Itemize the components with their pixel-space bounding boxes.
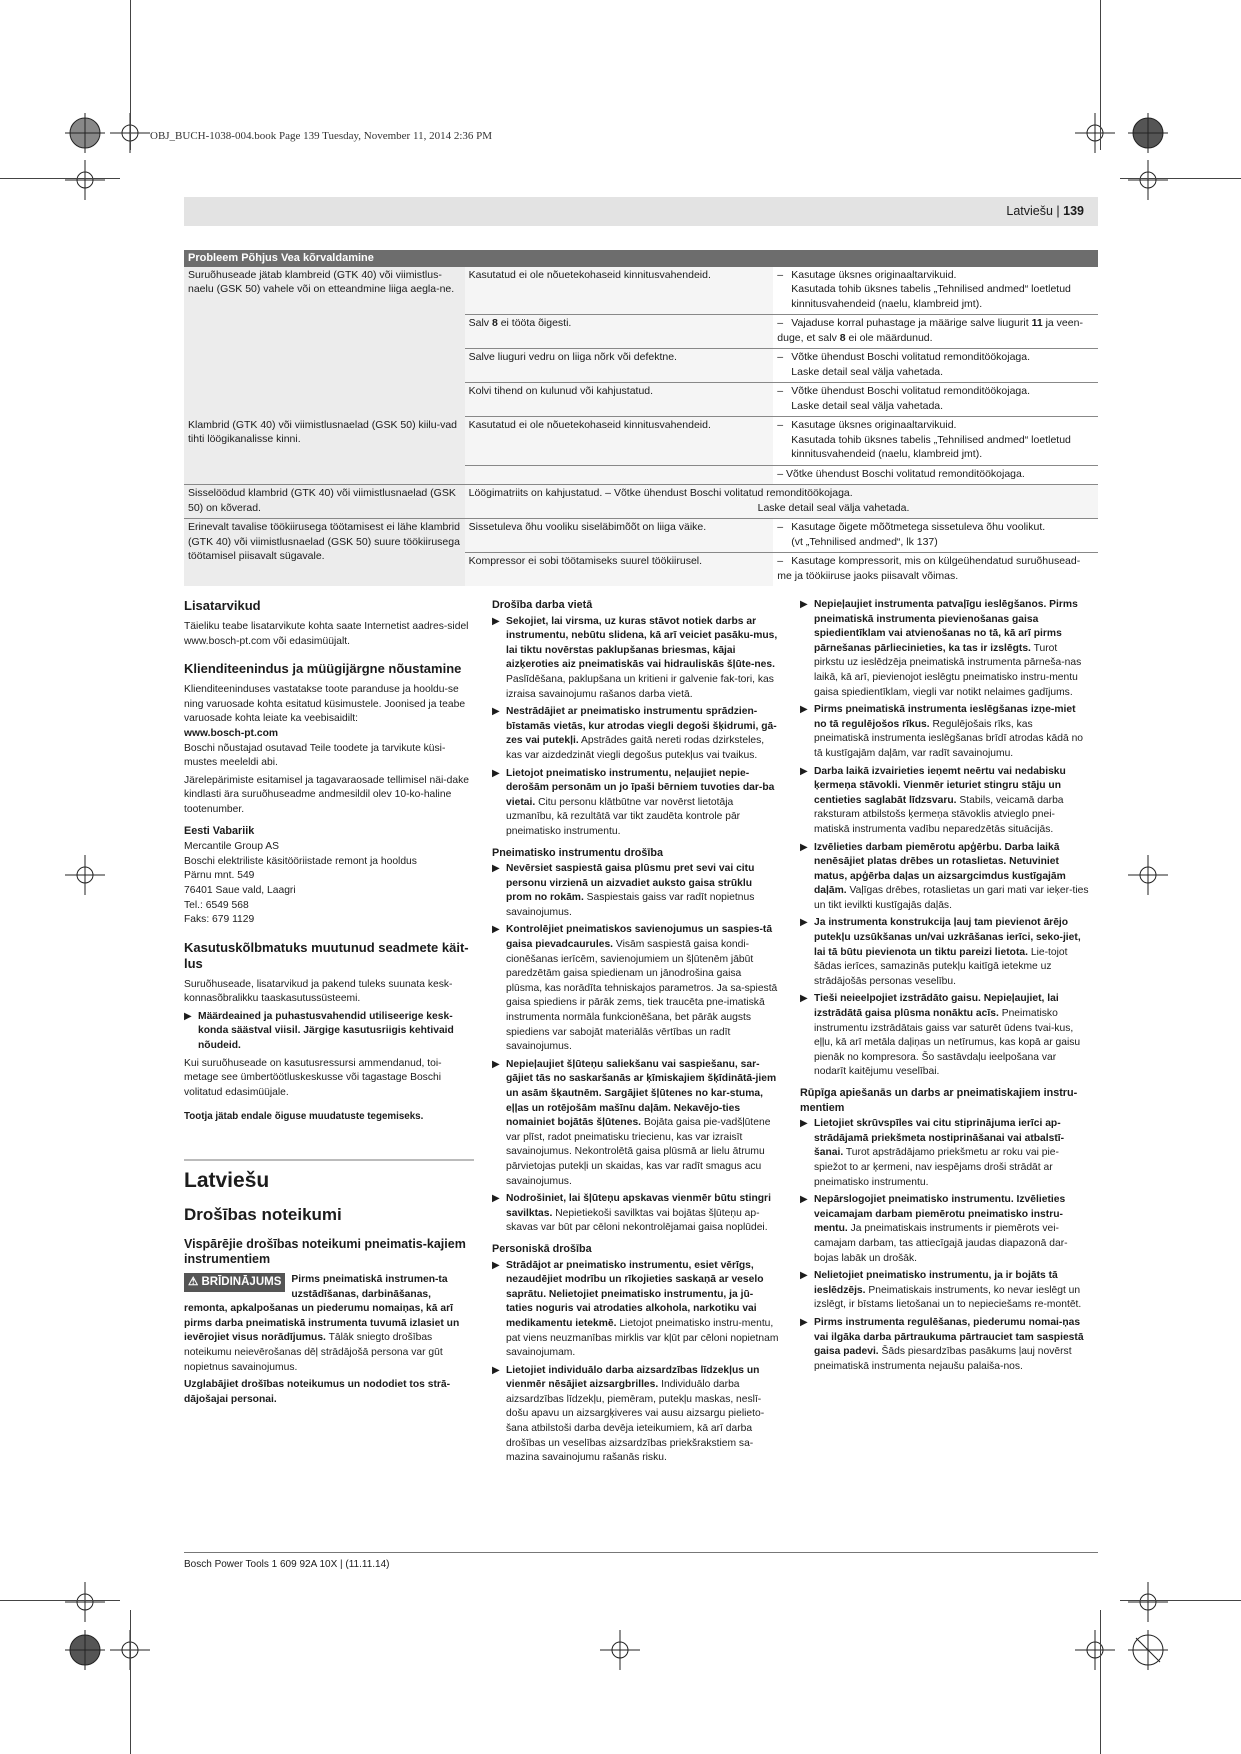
cause-cell: Salve liuguri vedru on liiga nõrk või defektne. <box>465 349 774 383</box>
bullet-item: ▶ Pirms instrumenta regulēšanas, piederumu nomai-ņas vai ilgāka darba pārtraukuma pārtrauciet tam saspiestā gaisa padevi. Šāds piesardzības pasākums ļauj novērst pneimatiskā instrumenta nejaušu palaiša-nos. <box>800 1316 1084 1372</box>
cause-cell: Löögimatriits on kahjustatud. – Võtke ühendust Boschi volitatud remonditöökojaga. Laske detail seal välja vahetada. <box>465 485 1098 519</box>
trim-line <box>1120 178 1241 179</box>
trim-line <box>130 0 131 150</box>
bullet-item: ▶ Nevērsiet saspiestā gaisa plūsmu pret sevi vai citu personu virzienā un aizvadiet auksto gaisa strūklu prom no rokām. Saspiestais gaiss var radīt nopietnus savainojumus. <box>492 863 755 918</box>
paragraph: Suruõhuseade, lisatarvikud ja pakend tuleks suunata kesk-konnasõbralikku taaskasutussüsteemi. <box>184 978 453 1005</box>
registration-mark-icon <box>65 113 105 153</box>
bullet-icon: ▶ <box>800 1118 808 1130</box>
bullet-item: ▶ Nepārslogojiet pneimatisko instrumentu. Izvēlieties veicamajam darbam piemērotu pneimatisko instru-mentu. Ja pneimatiskais instruments ir piemērots vei-camajam darbam, tas attiecīgajā jaudas diapazonā dar-bojas labāk un drošāk. <box>800 1194 1068 1264</box>
table-header: Probleem Põhjus Vea kõrvaldamine <box>184 250 1098 267</box>
bullet-item: ▶ Nodrošiniet, lai šļūteņu apskavas vienmēr būtu stingri savilktas. Nepietiekoši savilktas vai bojātas šļūteņu ap-skavas var būt par cēloni nekontrolējamai gaisa noplūdei. <box>492 1193 771 1234</box>
table-row <box>184 519 1098 553</box>
bullet-icon: ▶ <box>800 765 808 777</box>
bullet-icon: ▶ <box>800 1194 808 1206</box>
bullet-item: ▶ Darba laikā izvairieties ieņemt neērtu vai nedabisku ķermeņa stāvokli. Vienmēr ieturiet stingru stāju un centieties saglabāt līdzsvaru. Stabils, veicamā darba raksturam atbilstošs ķermeņa stāvoklis atvieglo pnei-matiskā instrumenta vadību neparedzētās situācijās. <box>800 765 1066 835</box>
subheading: Eesti Vabariik <box>184 824 255 837</box>
registration-mark-icon <box>1128 1630 1168 1670</box>
bullet-icon: ▶ <box>800 1316 808 1328</box>
bullet-icon: ▶ <box>800 704 808 716</box>
bullet-icon: ▶ <box>492 615 500 627</box>
page-number: 139 <box>1063 204 1084 218</box>
bullet-item: ▶ Pirms pneimatiskā instrumenta ieslēgšanas izņe-miet no tā regulējošos rīkus. Regulējošais rīks, kas pneimatiskā instrumenta ieslēgšanas brīdī atrodas kādā no tā kustīgajām daļām, var radīt savainojumu. <box>800 704 1084 759</box>
paragraph: Täieliku teabe lisatarvikute kohta saate Internetist aadres-sidel www.bosch-pt.com või edasimüüjalt. <box>184 621 469 647</box>
section-heading: Lisatarvikud <box>184 598 261 613</box>
trim-line <box>1100 0 1101 150</box>
bullet-icon: ▶ <box>492 1058 500 1070</box>
running-head <box>1006 204 1084 218</box>
cause-cell: Kompressor ei sobi töötamiseks suurel töökiirusel. <box>465 553 774 587</box>
footer-rule <box>184 1552 1098 1553</box>
crosshair-icon <box>600 1630 640 1670</box>
fix-cell: – Võtke ühendust Boschi volitatud remonditöökojaga. <box>773 465 1098 485</box>
column-1 <box>184 598 474 1410</box>
crosshair-icon <box>1075 113 1115 153</box>
cause-cell: Kolvi tihend on kulunud või kahjustatud. <box>465 383 774 417</box>
language-heading: Latviešu <box>184 1169 270 1193</box>
crosshair-icon <box>65 1582 105 1622</box>
header-language: Latviešu <box>1006 204 1053 218</box>
bullet-item: ▶ Izvēlieties darbam piemērotu apģērbu. Darba laikā nenēsājiet platas drēbes un rotaslietas. Netuviniet matus, apģērba daļas un aizsargcimdus kustīgajām daļām. Vaļīgas drēbes, rotaslietas un gari mati var ieķer-ties un tikt ievilkti kustīgajās daļās. <box>800 841 1089 911</box>
paragraph: Tootja jätab endale õiguse muudatuste tegemiseks. <box>184 1111 424 1123</box>
fix-cell: – Kasutage kompressorit, mis on külgeühendatud suruõhusead-me ja töökiiruse jaoks piisavalt võimas. <box>773 553 1098 587</box>
paragraph: Järelepärimiste esitamisel ja tagavaraosade tellimisel näi-dake kindlasti ära suruõhuseadme andmesildil olev 10-ko-haline tootenumber. <box>184 774 470 815</box>
subheading: Rūpīga apiešanās un darbs ar pneimatiskajiem instru-mentiem <box>800 1087 1078 1114</box>
header-separator: | <box>1052 204 1064 218</box>
bullet-icon: ▶ <box>800 1270 808 1282</box>
bullet-item: ▶ Nepieļaujiet instrumenta patvaļīgu ieslēgšanos. Pirms pneimatiskā instrumenta pievienošanas gaisa spiedientīklam vai atvienošanas no tā, kā arī pirms pārnešanas pārliecinieties, ka tas ir izslēgts. Turot pirkstu uz ieslēdzēja pneimatiskā instrumenta pārneša-nas laikā, kā arī, pievienojot ieslēgtu pneimatisko instru-mentu gaisa spiedientīklam, viegli var notikt nelaimes gadījums. <box>800 599 1082 698</box>
bullet-item: ▶ Kontrolējiet pneimatiskos savienojumus un saspies-tā gaisa pievadcaurules. Visām saspiestā gaisa kondi-cionēšanas ierīcēm, savienojumiem un šļūtenēm jābūt paredzētām gaisa spiedienam un jānodrošina gaisa plūsma, kas norādīta tehniskajos parametros. Ja sa-spiestā gaisa spiediens ir pārāk zems, tiek traucēta pne-imatiskā instrumenta normāla funkcionēšana, bet pārāk augsts spiediens var sabojāt materiālās vērtības un radīt savainojumus. <box>492 924 778 1053</box>
bullet-item: ▶ Strādājot ar pneimatisko instrumentu, esiet vērīgs, nezaudējiet modrību un rīkojieties saskaņā ar veselo saprātu. Nelietojiet pneimatisko instrumentu, ja jū-taties noguris vai atrodaties alkohola, narkotiku vai medikamentu ietekmē. Lietojot pneimatisko instru-mentu, pat viens neuzmanības mirklis var kļūt par cēloni nopietnam savainojumam. <box>492 1259 779 1359</box>
warning-paragraph: ⚠ BRĪDINĀJUMS Pirms pneimatiskā instrumen-ta uzstādīšanas, darbināšanas, remonta, apkalpošanas un piederumu nomaiņas, kā arī pirms darba pneimatiskā instrumenta tuvumā izlasiet un ievērojiet visus norādījumus. Tālāk sniegto drošības noteikumu neievērošanas dēļ strādājošā persona var gūt nopietnus savainojumus. <box>184 1274 460 1373</box>
registration-mark-icon <box>1128 113 1168 153</box>
bullet-icon: ▶ <box>492 863 500 875</box>
bullet-icon: ▶ <box>492 1193 500 1205</box>
fix-cell: – Vajaduse korral puhastage ja määrige salve liugurit 11 ja veen-duge, et salv 8 ei ole määrdunud. <box>773 315 1098 349</box>
fix-cell: – Kasutage üksnes originaaltarvikuid. Kasutada tohib üksnes tabelis „Tehnilised andmed“ loetletud kinnitusvahendeid (naelu, klambreid jmt). <box>773 267 1098 315</box>
bullet-item: ▶ Tieši neieelpojiet izstrādāto gaisu. Nepieļaujiet, lai izstrādātā gaisa plūsma nonāktu acīs. Pneimatisko instrumentu izstrādātais gaiss var saturēt ūdens tvai-kus, eļļu, kā arī metāla daļiņas un netīrumus, kas kopā ar gaisu pienāk no kompresora. Šo sastāvdaļu ieelpošana var nodarīt kaitējumu veselībai. <box>800 993 1081 1078</box>
bullet-icon: ▶ <box>800 917 808 929</box>
warning-badge: ⚠ BRĪDINĀJUMS <box>184 1273 285 1292</box>
trim-line <box>1120 1600 1241 1601</box>
cause-cell: Sissetuleva õhu vooliku siseläbimõõt on liiga väike. <box>465 519 774 553</box>
crosshair-icon <box>65 855 105 895</box>
bullet-item: ▶ Sekojiet, lai virsma, uz kuras stāvot notiek darbs ar instrumentu, nebūtu slidena, kā arī veiciet pasāku-mus, lai tiktu novērstas paklupšanas briesmas, kājai aizķeroties aiz pneimatiskās vai hidrauliskās šļūte-nes. Paslīdēšana, paklupšana un kritieni ir galvenie fak-tori, kas izraisa savainojumu rašanos darba vietā. <box>492 615 778 700</box>
website-link[interactable]: www.bosch-pt.com <box>184 727 279 739</box>
trim-line <box>1100 1610 1101 1754</box>
bullet-item: ▶ Määrdeained ja puhastusvahendid utiliseerige kesk-konda säästval viisil. Järgige kasutusriigis kehtivaid nõudeid. <box>184 1010 454 1052</box>
paragraph: Kui suruõhuseade on kasutusressursi ammendanud, toi-metage see ümbertöötluskeskusse või tagastage Boschi volitatud edasimüüjale. <box>184 1057 442 1098</box>
bullet-icon: ▶ <box>492 924 500 936</box>
cause-cell: Kasutatud ei ole nõuetekohaseid kinnitusvahendeid. <box>465 267 774 315</box>
fix-cell: – Kasutage üksnes originaaltarvikuid. Kasutada tohib üksnes tabelis „Tehnilised andmed“ loetletud kinnitusvahendeid (naelu, klambreid jmt). <box>773 417 1098 466</box>
problem-cell: Suruõhuseade jätab klambreid (GTK 40) või viimistlus-naelu (GSK 50) vahele või on etteandmine liiga aegla-ne. <box>184 267 465 417</box>
subheading: Personiskā drošība <box>492 1242 592 1255</box>
crosshair-icon <box>1128 855 1168 895</box>
registration-mark-icon <box>65 1630 105 1670</box>
problem-cell: Erinevalt tavalise töökiirusega töötamisest ei lähe klambrid (GTK 40) või viimistlusnaelad (GSK 50) suure töökiirusega töötamisel piisavalt sügavale. <box>184 519 465 587</box>
column-3 <box>800 598 1090 1377</box>
section-heading: Vispārējie drošības noteikumi pneimatis-kajiem instrumentiem <box>184 1237 466 1267</box>
bullet-icon: ▶ <box>800 993 808 1005</box>
table-row <box>184 267 1098 315</box>
bullet-item: ▶ Nepieļaujiet šļūteņu saliekšanu vai saspiešanu, sar-gājiet tās no saskaršanās ar ķīmiskajiem šķīdinātā-jiem un asām šķautnēm. Sargājiet šļūtenes no kar-stuma, eļļas un rotējošām mašīnu daļām. Nekavējo-ties nomainiet bojātās šļūtenes. Bojāta gaisa pie-vadšļūtene var plīst, radot pneimatisku triecienu, kas var izraisīt savainojumus. Nekontrolētā gaisa plūsmā ar lielu ātrumu pārvietojas putekļi un skaidas, kas var radīt smagus acu savainojumus. <box>492 1058 777 1187</box>
crosshair-icon <box>1128 160 1168 200</box>
problem-cell: Sisselöödud klambrid (GTK 40) või viimistlusnaelad (GSK 50) on kõverad. <box>184 485 465 519</box>
address-block: Mercantile Group AS Boschi elektriliste käsitööriistade remont ja hooldus Pärnu mnt. 549 76401 Saue vald, Laagri Tel.: 6549 568 Faks: 679 1129 <box>184 841 417 926</box>
section-divider <box>184 1159 474 1161</box>
bullet-icon: ▶ <box>492 1364 500 1376</box>
fix-cell: – Võtke ühendust Boschi volitatud remonditöökojaga. Laske detail seal välja vahetada. <box>773 383 1098 417</box>
crosshair-icon <box>1075 1630 1115 1670</box>
fix-cell: – Võtke ühendust Boschi volitatud remonditöökojaga. Laske detail seal välja vahetada. <box>773 349 1098 383</box>
bullet-icon: ▶ <box>492 767 500 779</box>
table-row <box>184 485 1098 519</box>
bullet-icon: ▶ <box>492 1259 500 1271</box>
troubleshooting-table <box>184 250 1098 586</box>
trim-line <box>0 1600 120 1601</box>
bullet-item: ▶ Nelietojiet pneimatisko instrumentu, ja ir bojāts tā ieslēdzējs. Pneimatiskais instruments, ko nevar ieslēgt un izslēgt, ir bīstams lietošanai un to nepieciešams re-montēt. <box>800 1270 1082 1311</box>
table-row <box>184 417 1098 466</box>
bullet-item: ▶ Ja instrumenta konstrukcija ļauj tam pievienot ārējo putekļu uzsūkšanas un/vai uzkrāšanas ierīci, seko-jiet, lai tā būtu pievienota un tiktu pareizi lietota. Lie-tojot šādas ierīces, samazinās putekļu kaitīgā ietekme uz strādājošās personas veselību. <box>800 917 1081 987</box>
bullet-item: ▶ Lietojiet individuālo darba aizsardzības līdzekļus un vienmēr nēsājiet aizsargbrilles. Individuālo darba aizsardzības līdzekļu, piemēram, putekļu maskas, neslī-došu apavu un aizsargķiveres vai ausu aizsargu pielieto-šana atbilstoši darba devēja ieteikumiem, kā arī darba drošības un veselības aizsardzības priekšrakstiem sa-mazina savainojumu rašanās risku. <box>492 1364 765 1464</box>
bullet-icon: ▶ <box>492 706 500 718</box>
bullet-item: ▶ Lietojot pneimatisko instrumentu, neļaujiet nepie-derošām personām un jo īpaši bērniem tuvoties dar-ba vietai. Citu personu klātbūtne var novērst lietotāja uzmanību, kā rezultātā var tikt zaudēta kontrole pār pneimatisko instrumentu. <box>492 767 775 837</box>
column-2 <box>492 598 780 1469</box>
trim-line <box>0 178 120 179</box>
crosshair-icon <box>65 160 105 200</box>
cause-cell: Salv 8 ei tööta õigesti. <box>465 315 774 349</box>
bullet-item: ▶ Nestrādājiet ar pneimatisko instrumentu sprādzien-bīstamās vietās, kur atrodas viegli degoši šķidrumi, gā-zes vai putekļi. Apstrādes gaitā nereti rodas dzirksteles, kas var aizdedzināt viegli degošus putekļus vai tvaikus. <box>492 706 777 761</box>
cause-cell: Kasutatud ei ole nõuetekohaseid kinnitusvahendeid. <box>465 417 774 466</box>
page-footer: Bosch Power Tools 1 609 92A 10X | (11.11.14) <box>184 1559 390 1570</box>
fix-cell: – Kasutage õigete mõõtmetega sissetuleva õhu voolikut. (vt „Tehnilised andmed“, lk 137) <box>773 519 1098 553</box>
print-info: OBJ_BUCH-1038-004.book Page 139 Tuesday, November 11, 2014 2:36 PM <box>150 130 493 142</box>
bullet-icon: ▶ <box>800 841 808 853</box>
crosshair-icon <box>1128 1582 1168 1622</box>
subheading: Pneimatisko instrumentu drošība <box>492 846 663 859</box>
section-heading: Kasutuskõlbmatuks muutunud seadmete käit-lus <box>184 939 469 971</box>
section-heading: Klienditeenindus ja müügijärgne nõustamine <box>184 661 462 677</box>
paragraph: Uzglabājiet drošības noteikumus un nododiet tos strā-dājošajai personai. <box>184 1379 451 1405</box>
bullet-icon: ▶ <box>184 1010 192 1022</box>
subheading: Drošība darba vietā <box>492 599 593 611</box>
bullet-icon: ▶ <box>800 599 808 610</box>
trim-line <box>130 1610 131 1754</box>
paragraph: Klienditeeninduses vastatakse toote paranduse ja hooldu-se ning varuosade kohta esitatud küsimustele. Joonised ja teabe varuosade kohta leiate ka veebisaidilt: www.bosch-pt.com <box>184 684 466 739</box>
table-header-row <box>184 250 1098 267</box>
chapter-heading: Drošības noteikumi <box>184 1205 342 1225</box>
paragraph: Boschi nõustajad osutavad Teile toodete ja tarvikute küsi-mustes meeleldi abi. <box>184 742 446 769</box>
bullet-item: ▶ Lietojiet skrūvspīles vai citu stiprinājuma ierīci ap-strādājamā priekšmeta nostiprināšanai vai atbalstī-šanai. Turot apstrādājamo priekšmetu ar roku vai pie-spiežot to ar ķermeni, nav iespējams droši strādāt ar pneimatisko instrumentu. <box>800 1118 1065 1188</box>
page-header <box>184 197 1098 226</box>
problem-cell: Klambrid (GTK 40) või viimistlusnaelad (GSK 50) kiilu-vad tihti löögikanalisse kinni. <box>184 417 465 485</box>
